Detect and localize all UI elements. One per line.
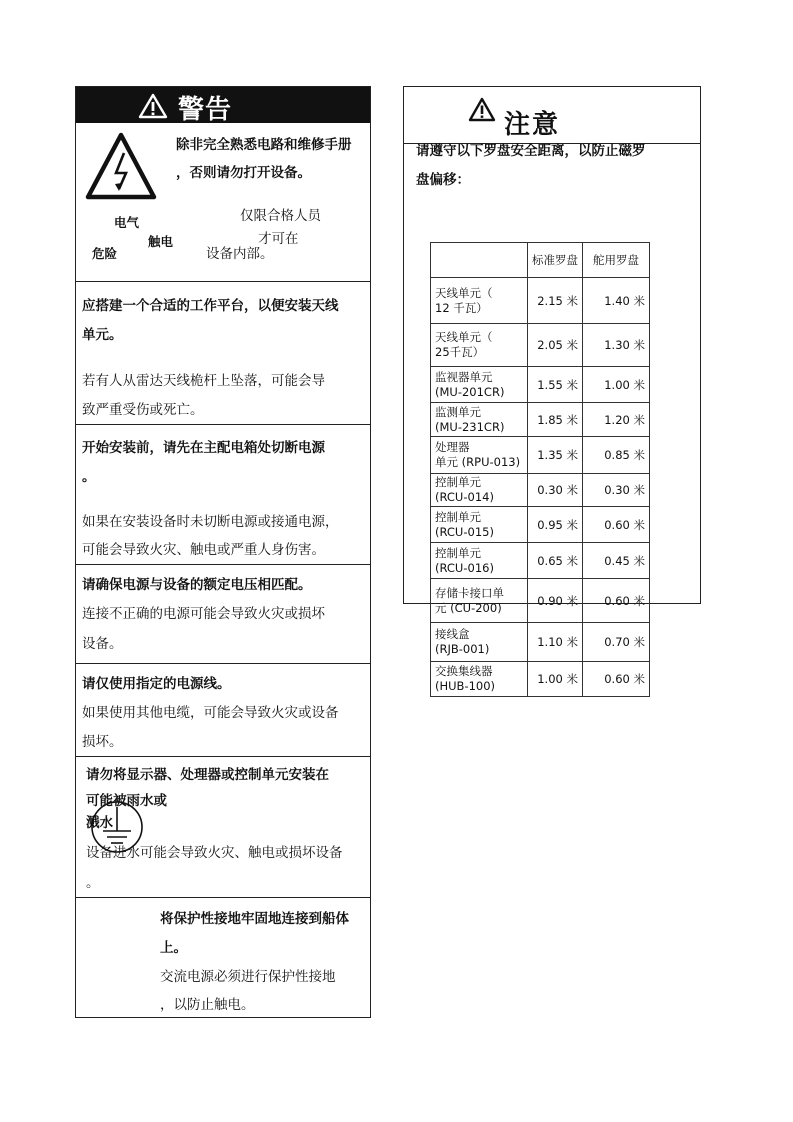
voltage-warning: 请确保电源与设备的额定电压相匹配。	[82, 577, 312, 593]
unit-name-cell: 处理器 单元 (RPU-013)	[431, 437, 528, 474]
table-row	[431, 278, 650, 324]
warning-title: 警告	[178, 95, 233, 125]
divider	[76, 424, 370, 425]
water-text-line2: 。	[86, 875, 100, 891]
standard-distance-cell: 2.05 米	[528, 324, 583, 367]
table-row	[431, 543, 650, 579]
shock-warning-line2: ，否则请勿打开设备。	[176, 165, 311, 181]
steering-distance-cell: 0.85 米	[583, 437, 650, 474]
compass-distance-table	[430, 242, 650, 697]
unit-name-cell: 监视器单元 (MU-201CR)	[431, 367, 528, 403]
table-row	[431, 579, 650, 623]
table-row	[431, 324, 650, 367]
label-danger: 危险	[92, 246, 118, 261]
steering-distance-cell: 0.30 米	[583, 474, 650, 507]
table-row	[431, 662, 650, 697]
power-text-line2: 可能会导致火灾、触电或严重人身伤害。	[82, 542, 325, 558]
unit-name-cell: 存储卡接口单 元 (CU-200)	[431, 579, 528, 623]
table-row	[431, 437, 650, 474]
water-warning-line3: 溅水	[86, 815, 113, 831]
table-row	[431, 367, 650, 403]
standard-distance-cell: 0.95 米	[528, 507, 583, 543]
electric-shock-icon	[84, 131, 158, 205]
caution-triangle-icon	[468, 97, 496, 127]
unit-name-cell: 天线单元（ 25千瓦）	[431, 324, 528, 367]
steering-distance-cell: 1.20 米	[583, 403, 650, 437]
ground-warning-line2: 上。	[160, 940, 187, 956]
table-row	[431, 403, 650, 437]
ground-warning-line1: 将保护性接地牢固地连接到船体	[160, 911, 349, 927]
table-row	[431, 623, 650, 662]
unit-name-cell: 交换集线器 (HUB-100)	[431, 662, 528, 697]
label-electric: 电气	[114, 215, 140, 230]
caution-intro-line2: 盘偏移：	[416, 172, 470, 188]
cable-text-line1: 如果使用其他电缆，可能会导致火灾或设备	[82, 705, 339, 721]
standard-distance-cell: 1.35 米	[528, 437, 583, 474]
divider	[76, 663, 370, 664]
steering-distance-cell: 0.70 米	[583, 623, 650, 662]
table-row	[431, 507, 650, 543]
label-shock: 触电	[148, 234, 174, 249]
steering-distance-cell: 0.45 米	[583, 543, 650, 579]
power-warning-line1: 开始安装前，请先在主配电箱处切断电源	[82, 440, 325, 456]
caution-intro-line1: 请遵守以下罗盘安全距离，以防止磁罗	[416, 143, 646, 159]
standard-distance-cell: 0.90 米	[528, 579, 583, 623]
unit-name-cell: 控制单元 (RCU-015)	[431, 507, 528, 543]
divider	[76, 281, 370, 282]
steering-distance-cell: 1.30 米	[583, 324, 650, 367]
steering-distance-cell: 1.40 米	[583, 278, 650, 324]
table-header-standard: 标准罗盘	[528, 243, 583, 278]
unit-name-cell: 控制单元 (RCU-014)	[431, 474, 528, 507]
cable-warning: 请仅使用指定的电源线。	[82, 676, 231, 692]
standard-distance-cell: 1.00 米	[528, 662, 583, 697]
unit-name-cell: 监测单元 (MU-231CR)	[431, 403, 528, 437]
standard-distance-cell: 0.65 米	[528, 543, 583, 579]
standard-distance-cell: 1.10 米	[528, 623, 583, 662]
power-text-line1: 如果在安装设备时未切断电源或接通电源，	[82, 514, 339, 530]
standard-distance-cell: 2.15 米	[528, 278, 583, 324]
warning-triangle-icon	[138, 93, 168, 123]
voltage-text-line2: 设备。	[82, 636, 123, 652]
steering-distance-cell: 0.60 米	[583, 662, 650, 697]
table-header-cell	[431, 243, 528, 278]
qualified-line1: 仅限合格人员	[240, 208, 321, 224]
platform-warning-line2: 单元。	[82, 327, 123, 343]
steering-distance-cell: 1.00 米	[583, 367, 650, 403]
standard-distance-cell: 1.55 米	[528, 367, 583, 403]
table-row	[431, 474, 650, 507]
water-warning-line1: 请勿将显示器、处理器或控制单元安装在	[86, 767, 329, 783]
divider	[76, 897, 370, 898]
ground-text-line1: 交流电源必须进行保护性接地	[160, 969, 336, 985]
water-text-line1: 设备进水可能会导致火灾、触电或损坏设备	[86, 845, 343, 861]
power-warning-line2: 。	[82, 469, 96, 485]
steering-distance-cell: 0.60 米	[583, 507, 650, 543]
ground-text-line2: ，以防止触电。	[160, 997, 255, 1013]
unit-name-cell: 控制单元 (RCU-016)	[431, 543, 528, 579]
caution-header	[404, 87, 700, 144]
platform-warning-line1: 应搭建一个合适的工作平台，以便安装天线	[82, 298, 339, 314]
divider	[76, 756, 370, 757]
shock-warning-line1: 除非完全熟悉电路和维修手册	[176, 137, 352, 153]
qualified-line3: 设备内部。	[206, 246, 274, 262]
table-header-steering: 舵用罗盘	[583, 243, 650, 278]
caution-title: 注意	[504, 110, 561, 140]
divider	[76, 564, 370, 565]
standard-distance-cell: 0.30 米	[528, 474, 583, 507]
water-warning-line2: 可能被雨水或	[86, 793, 167, 809]
qualified-line2: 才可在	[258, 231, 299, 247]
warning-header	[76, 87, 370, 123]
steering-distance-cell: 0.60 米	[583, 579, 650, 623]
platform-text-line1: 若有人从雷达天线桅杆上坠落，可能会导	[82, 373, 325, 389]
platform-text-line2: 致严重受伤或死亡。	[82, 402, 204, 418]
standard-distance-cell: 1.85 米	[528, 403, 583, 437]
unit-name-cell: 天线单元（ 12 千瓦）	[431, 278, 528, 324]
table-header-row	[431, 243, 650, 278]
warning-panel	[75, 86, 371, 1018]
unit-name-cell: 接线盒 (RJB-001)	[431, 623, 528, 662]
voltage-text-line1: 连接不正确的电源可能会导致火灾或损坏	[82, 606, 325, 622]
cable-text-line2: 损坏。	[82, 734, 123, 750]
